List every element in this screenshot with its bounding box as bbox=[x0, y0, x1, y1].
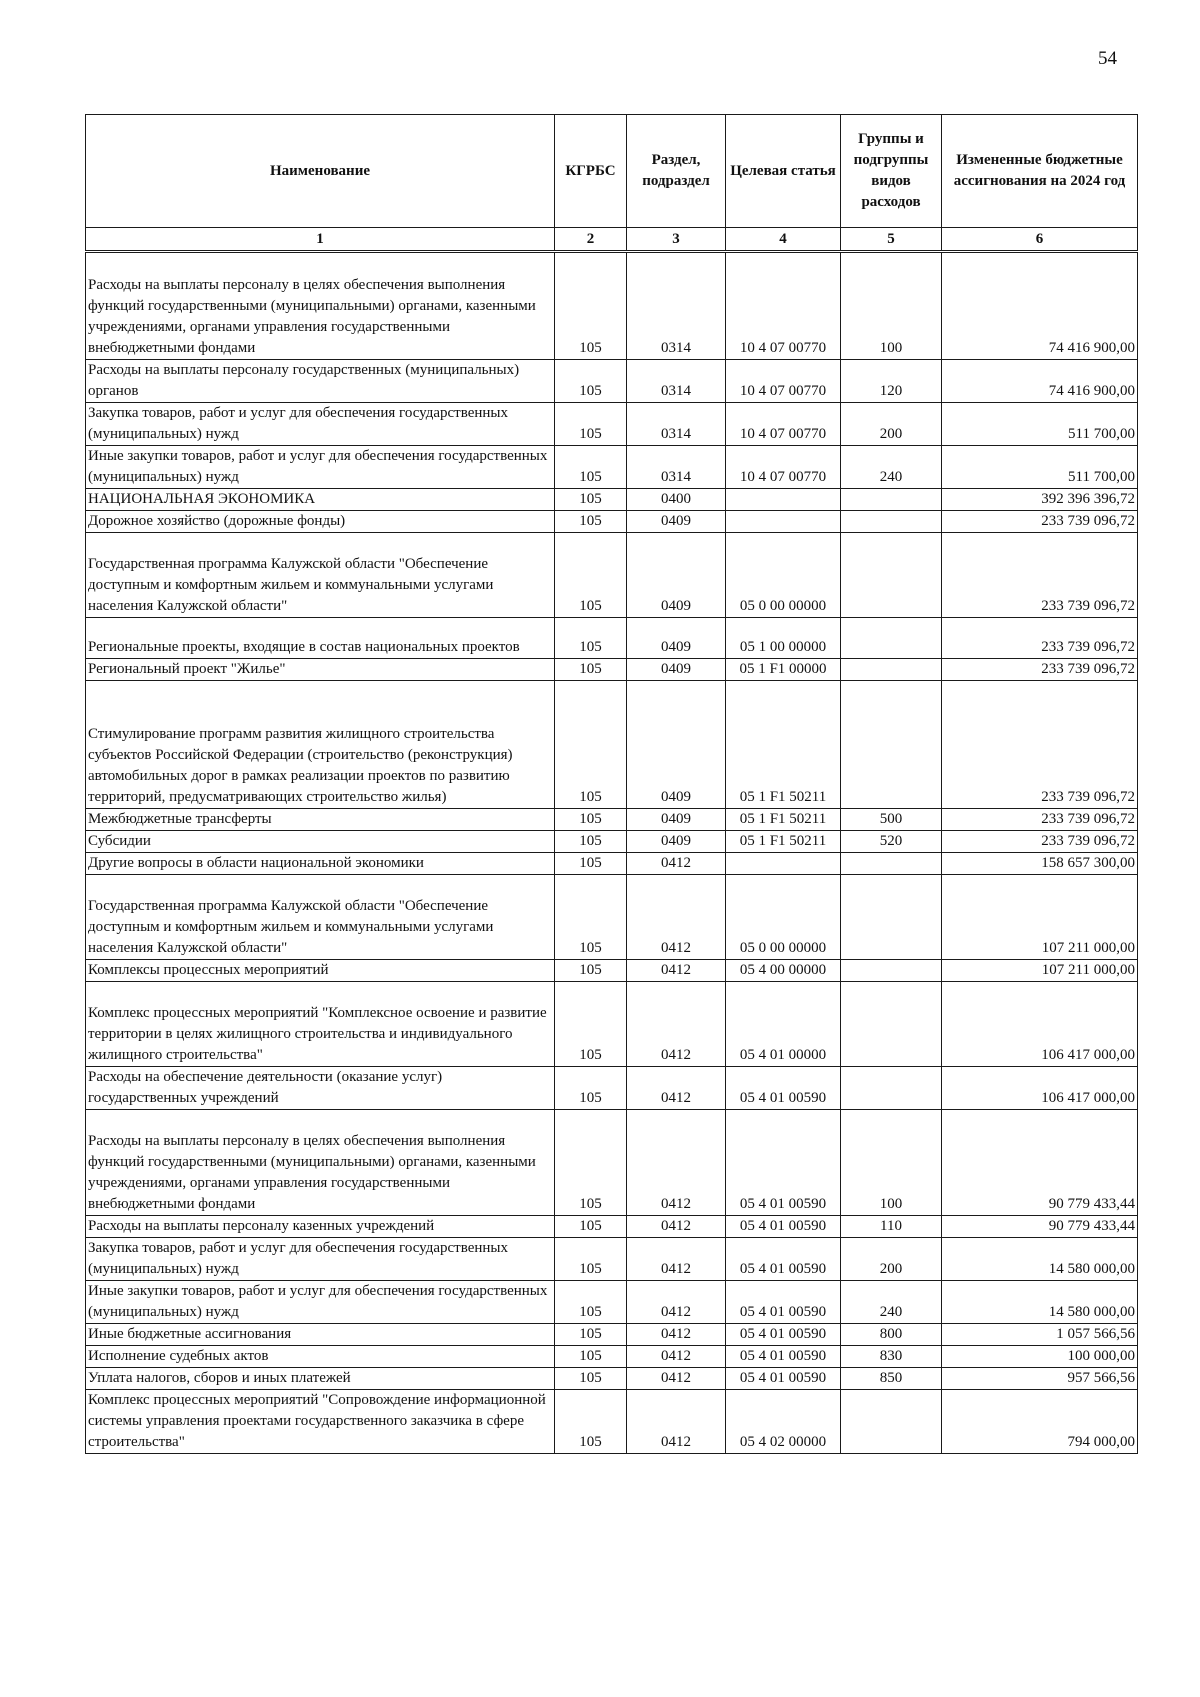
row-statya: 05 4 01 00000 bbox=[726, 982, 841, 1067]
row-razdel: 0314 bbox=[627, 252, 726, 360]
row-razdel: 0409 bbox=[627, 533, 726, 618]
row-kgrbs: 105 bbox=[555, 681, 627, 809]
row-razdel: 0412 bbox=[627, 1346, 726, 1368]
table-row bbox=[86, 659, 1138, 681]
header-vid: Группы и подгруппы видов расходов bbox=[841, 115, 942, 228]
row-amount: 392 396 396,72 bbox=[942, 489, 1138, 511]
row-vid bbox=[841, 618, 942, 659]
row-amount: 233 739 096,72 bbox=[942, 659, 1138, 681]
row-vid bbox=[841, 1067, 942, 1110]
row-statya: 05 4 01 00590 bbox=[726, 1368, 841, 1390]
row-amount: 107 211 000,00 bbox=[942, 960, 1138, 982]
row-amount: 233 739 096,72 bbox=[942, 831, 1138, 853]
row-name: Региональный проект "Жилье" bbox=[86, 659, 555, 681]
row-amount: 511 700,00 bbox=[942, 403, 1138, 446]
table-row bbox=[86, 1324, 1138, 1346]
row-kgrbs: 105 bbox=[555, 403, 627, 446]
row-razdel: 0412 bbox=[627, 1110, 726, 1216]
row-kgrbs: 105 bbox=[555, 659, 627, 681]
row-kgrbs: 105 bbox=[555, 1368, 627, 1390]
row-name: Межбюджетные трансферты bbox=[86, 809, 555, 831]
column-number: 6 bbox=[942, 228, 1138, 252]
row-razdel: 0412 bbox=[627, 960, 726, 982]
row-amount: 74 416 900,00 bbox=[942, 252, 1138, 360]
row-vid bbox=[841, 489, 942, 511]
column-number: 3 bbox=[627, 228, 726, 252]
table-row bbox=[86, 252, 1138, 360]
row-name: Расходы на выплаты персоналу в целях обеспечения выполнения функций государственными (муниципальными) органами, казенными учреждениями, органами управления государственными внебюджетными фондами bbox=[86, 252, 555, 360]
row-name: Расходы на выплаты персоналу в целях обеспечения выполнения функций государственными (муниципальными) органами, казенными учреждениями, органами управления государственными внебюджетными фондами bbox=[86, 1110, 555, 1216]
row-statya: 05 4 01 00590 bbox=[726, 1281, 841, 1324]
header-razdel: Раздел, подраздел bbox=[627, 115, 726, 228]
row-vid: 240 bbox=[841, 446, 942, 489]
row-amount: 158 657 300,00 bbox=[942, 853, 1138, 875]
row-name: Иные закупки товаров, работ и услуг для обеспечения государственных (муниципальных) нужд bbox=[86, 1281, 555, 1324]
row-amount: 1 057 566,56 bbox=[942, 1324, 1138, 1346]
header-statya: Целевая статья bbox=[726, 115, 841, 228]
row-name: Закупка товаров, работ и услуг для обеспечения государственных (муниципальных) нужд bbox=[86, 1238, 555, 1281]
row-kgrbs: 105 bbox=[555, 853, 627, 875]
row-statya bbox=[726, 853, 841, 875]
row-statya: 05 4 01 00590 bbox=[726, 1324, 841, 1346]
row-name: Региональные проекты, входящие в состав национальных проектов bbox=[86, 618, 555, 659]
row-vid bbox=[841, 853, 942, 875]
table-row bbox=[86, 1216, 1138, 1238]
row-razdel: 0412 bbox=[627, 1324, 726, 1346]
table-row bbox=[86, 360, 1138, 403]
row-vid bbox=[841, 681, 942, 809]
table-row bbox=[86, 831, 1138, 853]
row-statya bbox=[726, 489, 841, 511]
row-razdel: 0409 bbox=[627, 809, 726, 831]
row-kgrbs: 105 bbox=[555, 1110, 627, 1216]
row-amount: 794 000,00 bbox=[942, 1390, 1138, 1454]
row-kgrbs: 105 bbox=[555, 489, 627, 511]
row-razdel: 0412 bbox=[627, 1238, 726, 1281]
row-name: Комплекс процессных мероприятий "Сопровождение информационной системы управления проектами государственного заказчика в сфере строительства" bbox=[86, 1390, 555, 1454]
row-vid bbox=[841, 533, 942, 618]
row-amount: 233 739 096,72 bbox=[942, 511, 1138, 533]
row-vid: 100 bbox=[841, 1110, 942, 1216]
row-vid bbox=[841, 875, 942, 960]
row-amount: 107 211 000,00 bbox=[942, 875, 1138, 960]
row-statya: 05 1 00 00000 bbox=[726, 618, 841, 659]
row-kgrbs: 105 bbox=[555, 446, 627, 489]
table-row bbox=[86, 982, 1138, 1067]
table-row bbox=[86, 1390, 1138, 1454]
row-kgrbs: 105 bbox=[555, 960, 627, 982]
table-row bbox=[86, 446, 1138, 489]
page-number: 54 bbox=[1098, 48, 1117, 69]
row-razdel: 0314 bbox=[627, 403, 726, 446]
row-statya: 10 4 07 00770 bbox=[726, 403, 841, 446]
row-amount: 100 000,00 bbox=[942, 1346, 1138, 1368]
row-statya: 05 4 00 00000 bbox=[726, 960, 841, 982]
row-razdel: 0409 bbox=[627, 681, 726, 809]
row-statya: 05 4 01 00590 bbox=[726, 1110, 841, 1216]
header-amount: Измененные бюджетные ассигнования на 2024 год bbox=[942, 115, 1138, 228]
header-kgrbs: КГРБС bbox=[555, 115, 627, 228]
row-kgrbs: 105 bbox=[555, 982, 627, 1067]
row-amount: 74 416 900,00 bbox=[942, 360, 1138, 403]
column-number: 5 bbox=[841, 228, 942, 252]
row-statya: 05 1 F1 50211 bbox=[726, 831, 841, 853]
row-amount: 233 739 096,72 bbox=[942, 681, 1138, 809]
row-amount: 14 580 000,00 bbox=[942, 1238, 1138, 1281]
row-razdel: 0412 bbox=[627, 1368, 726, 1390]
row-kgrbs: 105 bbox=[555, 875, 627, 960]
row-name: Уплата налогов, сборов и иных платежей bbox=[86, 1368, 555, 1390]
row-statya: 05 4 01 00590 bbox=[726, 1238, 841, 1281]
row-kgrbs: 105 bbox=[555, 533, 627, 618]
row-razdel: 0412 bbox=[627, 1281, 726, 1324]
row-amount: 233 739 096,72 bbox=[942, 618, 1138, 659]
row-statya: 10 4 07 00770 bbox=[726, 446, 841, 489]
row-razdel: 0412 bbox=[627, 875, 726, 960]
row-vid: 500 bbox=[841, 809, 942, 831]
row-statya: 05 0 00 00000 bbox=[726, 533, 841, 618]
row-kgrbs: 105 bbox=[555, 1324, 627, 1346]
row-vid: 120 bbox=[841, 360, 942, 403]
row-name: Иные бюджетные ассигнования bbox=[86, 1324, 555, 1346]
row-kgrbs: 105 bbox=[555, 252, 627, 360]
row-vid bbox=[841, 659, 942, 681]
row-statya: 05 4 01 00590 bbox=[726, 1346, 841, 1368]
row-name: Расходы на выплаты персоналу казенных учреждений bbox=[86, 1216, 555, 1238]
row-razdel: 0412 bbox=[627, 853, 726, 875]
table-row bbox=[86, 681, 1138, 809]
row-kgrbs: 105 bbox=[555, 1390, 627, 1454]
table-row bbox=[86, 403, 1138, 446]
row-name: Субсидии bbox=[86, 831, 555, 853]
row-amount: 14 580 000,00 bbox=[942, 1281, 1138, 1324]
table-row bbox=[86, 511, 1138, 533]
row-name: Комплексы процессных мероприятий bbox=[86, 960, 555, 982]
row-name: Другие вопросы в области национальной экономики bbox=[86, 853, 555, 875]
row-amount: 90 779 433,44 bbox=[942, 1110, 1138, 1216]
row-statya: 10 4 07 00770 bbox=[726, 360, 841, 403]
table-row bbox=[86, 1238, 1138, 1281]
row-name: Стимулирование программ развития жилищного строительства субъектов Российской Федерации (строительство (реконструкция) автомобильных дорог в рамках реализации проектов по развитию территорий, предусматривающих строительство жилья) bbox=[86, 681, 555, 809]
table-row bbox=[86, 1368, 1138, 1390]
row-statya: 05 1 F1 50211 bbox=[726, 809, 841, 831]
row-name: Государственная программа Калужской области "Обеспечение доступным и комфортным жильем и коммунальными услугами населения Калужской области" bbox=[86, 875, 555, 960]
row-amount: 106 417 000,00 bbox=[942, 1067, 1138, 1110]
table-row bbox=[86, 809, 1138, 831]
row-kgrbs: 105 bbox=[555, 618, 627, 659]
row-razdel: 0314 bbox=[627, 446, 726, 489]
column-numbers-row bbox=[86, 228, 1138, 252]
header-name: Наименование bbox=[86, 115, 555, 228]
row-vid: 200 bbox=[841, 1238, 942, 1281]
row-kgrbs: 105 bbox=[555, 511, 627, 533]
row-vid bbox=[841, 1390, 942, 1454]
row-razdel: 0412 bbox=[627, 1390, 726, 1454]
row-statya bbox=[726, 511, 841, 533]
table-body bbox=[86, 252, 1138, 1454]
row-name: Дорожное хозяйство (дорожные фонды) bbox=[86, 511, 555, 533]
row-razdel: 0412 bbox=[627, 982, 726, 1067]
row-statya: 10 4 07 00770 bbox=[726, 252, 841, 360]
row-kgrbs: 105 bbox=[555, 1346, 627, 1368]
table-row bbox=[86, 618, 1138, 659]
row-name: Комплекс процессных мероприятий "Комплексное освоение и развитие территории в целях жилищного строительства и индивидуального жилищного строительства" bbox=[86, 982, 555, 1067]
table-row bbox=[86, 489, 1138, 511]
row-razdel: 0412 bbox=[627, 1067, 726, 1110]
table-row bbox=[86, 875, 1138, 960]
row-razdel: 0409 bbox=[627, 511, 726, 533]
row-kgrbs: 105 bbox=[555, 1216, 627, 1238]
row-statya: 05 4 01 00590 bbox=[726, 1067, 841, 1110]
row-statya: 05 0 00 00000 bbox=[726, 875, 841, 960]
table-row bbox=[86, 853, 1138, 875]
row-kgrbs: 105 bbox=[555, 1067, 627, 1110]
row-amount: 90 779 433,44 bbox=[942, 1216, 1138, 1238]
row-name: Иные закупки товаров, работ и услуг для обеспечения государственных (муниципальных) нужд bbox=[86, 446, 555, 489]
row-kgrbs: 105 bbox=[555, 360, 627, 403]
row-razdel: 0412 bbox=[627, 1216, 726, 1238]
row-amount: 511 700,00 bbox=[942, 446, 1138, 489]
row-name: Исполнение судебных актов bbox=[86, 1346, 555, 1368]
row-razdel: 0409 bbox=[627, 618, 726, 659]
row-kgrbs: 105 bbox=[555, 1238, 627, 1281]
row-name: Расходы на обеспечение деятельности (оказание услуг) государственных учреждений bbox=[86, 1067, 555, 1110]
row-vid bbox=[841, 511, 942, 533]
row-vid: 520 bbox=[841, 831, 942, 853]
table-row bbox=[86, 533, 1138, 618]
row-vid bbox=[841, 960, 942, 982]
row-amount: 233 739 096,72 bbox=[942, 809, 1138, 831]
row-name: Государственная программа Калужской области "Обеспечение доступным и комфортным жильем и коммунальными услугами населения Калужской области" bbox=[86, 533, 555, 618]
row-vid: 200 bbox=[841, 403, 942, 446]
row-statya: 05 1 F1 50211 bbox=[726, 681, 841, 809]
table-row bbox=[86, 1067, 1138, 1110]
row-amount: 106 417 000,00 bbox=[942, 982, 1138, 1067]
row-razdel: 0409 bbox=[627, 831, 726, 853]
column-number: 4 bbox=[726, 228, 841, 252]
row-razdel: 0400 bbox=[627, 489, 726, 511]
row-name: НАЦИОНАЛЬНАЯ ЭКОНОМИКА bbox=[86, 489, 555, 511]
header-row bbox=[86, 115, 1138, 228]
row-name: Закупка товаров, работ и услуг для обеспечения государственных (муниципальных) нужд bbox=[86, 403, 555, 446]
row-vid: 240 bbox=[841, 1281, 942, 1324]
table-row bbox=[86, 960, 1138, 982]
row-vid: 100 bbox=[841, 252, 942, 360]
row-amount: 233 739 096,72 bbox=[942, 533, 1138, 618]
row-statya: 05 4 01 00590 bbox=[726, 1216, 841, 1238]
table-row bbox=[86, 1281, 1138, 1324]
row-razdel: 0314 bbox=[627, 360, 726, 403]
row-amount: 957 566,56 bbox=[942, 1368, 1138, 1390]
row-statya: 05 1 F1 00000 bbox=[726, 659, 841, 681]
row-razdel: 0409 bbox=[627, 659, 726, 681]
row-name: Расходы на выплаты персоналу государственных (муниципальных) органов bbox=[86, 360, 555, 403]
row-vid: 850 bbox=[841, 1368, 942, 1390]
row-kgrbs: 105 bbox=[555, 809, 627, 831]
row-kgrbs: 105 bbox=[555, 1281, 627, 1324]
table-row bbox=[86, 1346, 1138, 1368]
budget-table bbox=[85, 114, 1138, 1454]
row-vid: 800 bbox=[841, 1324, 942, 1346]
column-number: 2 bbox=[555, 228, 627, 252]
row-kgrbs: 105 bbox=[555, 831, 627, 853]
row-vid: 110 bbox=[841, 1216, 942, 1238]
table-row bbox=[86, 1110, 1138, 1216]
row-vid: 830 bbox=[841, 1346, 942, 1368]
row-vid bbox=[841, 982, 942, 1067]
column-number: 1 bbox=[86, 228, 555, 252]
row-statya: 05 4 02 00000 bbox=[726, 1390, 841, 1454]
